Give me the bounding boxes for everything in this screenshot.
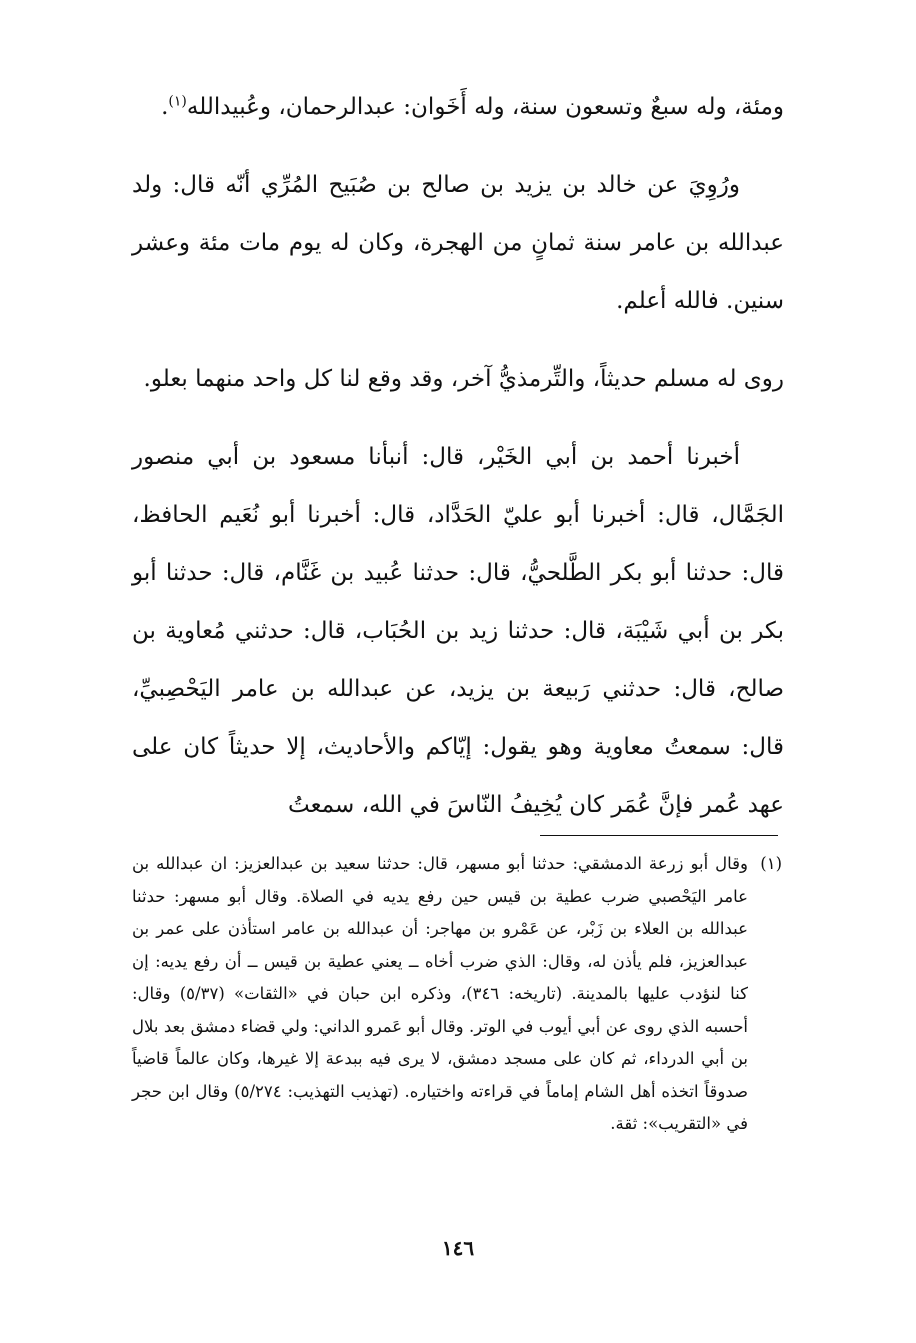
main-text xyxy=(132,78,784,834)
paragraph-3: روى له مسلم حديثاً، والتِّرمذيُّ آخر، وقد وقع لنا كل واحد منهما بعلو. xyxy=(143,366,784,392)
footnote-separator xyxy=(540,835,778,836)
paragraph-1 xyxy=(132,78,784,136)
footnotes-section xyxy=(132,848,782,1141)
paragraph-2: ورُوِيَ عن خالد بن يزيد بن صالح بن صُبَيح المُرِّي أنّه قال: ولد عبدالله بن عامر سنة ثمانٍ من الهجرة، وكان له يوم مات مئة وعشر سنين. فالله أعلم. xyxy=(132,172,784,314)
paragraph-1-text: ومئة، وله سبعٌ وتسعون سنة، وله أَخَوان: عبدالرحمان، وعُبيدالله xyxy=(186,94,784,120)
page-number: ١٤٦ xyxy=(441,1236,475,1260)
paragraph-4: أخبرنا أحمد بن أبي الخَيْر، قال: أنبأنا مسعود بن أبي منصور الجَمَّال، قال: أخبرنا أبو عليّ الحَدَّاد، قال: أخبرنا أبو نُعَيم الحافظ، قال: حدثنا أبو بكر الطَّلحيُّ، قال: حدثنا عُبيد بن غَنَّام، قال: حدثنا أبو بكر بن أبي شَيْبَة، قال: حدثنا زيد بن الحُبَاب، قال: حدثني مُعاوية بن صالح، قال: حدثني رَبيعة بن يزيد، عن عبدالله بن عامر اليَحْصِبيِّ، قال: سمعتُ معاوية وهو يقول: إيّاكم والأحاديث، إلا حديثاً كان على عهد عُمر فإنَّ عُمَر كان يُخِيفُ النّاسَ في الله، سمعتُ xyxy=(132,444,784,818)
footnote-1 xyxy=(132,848,782,1141)
footnote-reference: (١) xyxy=(168,93,187,110)
paragraph-1-end: . xyxy=(161,94,169,120)
footnote-marker: (١) xyxy=(760,854,782,873)
footnote-text: وقال أبو زرعة الدمشقي: حدثنا أبو مسهر، قال: حدثنا سعيد بن عبدالعزيز: ان عبدالله بن عامر اليَحْصبي ضرب عطية بن قيس حين رفع يديه في الصلاة. وقال أبو مسهر: حدثنا عبدالله بن العلاء بن زَبْر، عن عَمْرو بن مهاجر: أن عبدالله بن عامر استأذن على عمر بن عبدالعزيز، فلم يأذن له، وقال: الذي ضرب أخاه ــ يعني عطية بن قيس ــ أن رفع يديه: إن كنا لنؤدب عليها بالمدينة. (تاريخه: ٣٤٦)، وذكره ابن حبان في «الثقات» (٥/٣٧) وقال: أحسبه الذي روى عن أبي أيوب في الوتر. وقال أبو عَمرو الداني: ولي قضاء دمشق بعد بلال بن أبي الدرداء، ثم كان على مسجد دمشق، لا يرى فيه ببدعة إلا غيرها، وكان عالماً قاضياً صدوقاً اتخذه أهل الشام إماماً في قراءته واختياره. (تهذيب التهذيب: ٥/٢٧٤) وقال ابن حجر في «التقريب»: ثقة. xyxy=(132,854,748,1133)
